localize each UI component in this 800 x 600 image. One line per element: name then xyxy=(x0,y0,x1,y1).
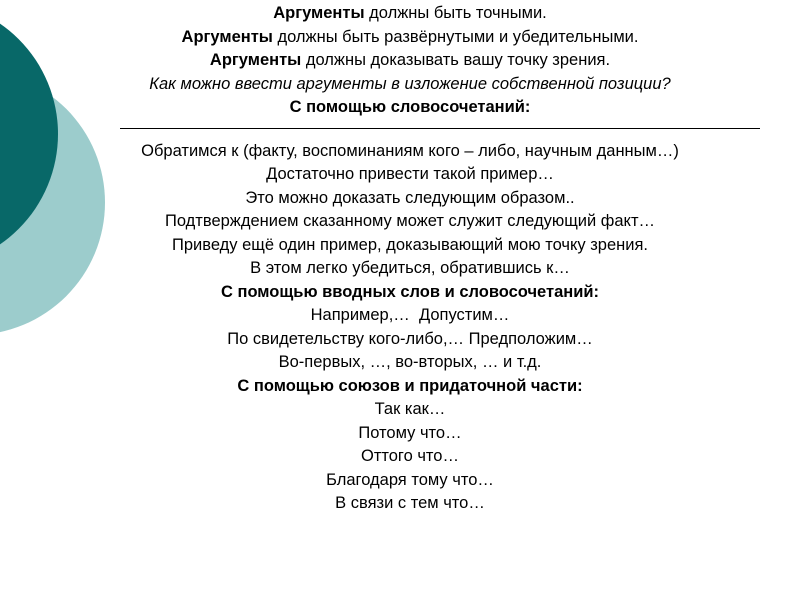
conjunction-item: Потому что… xyxy=(358,423,462,442)
collocation-item: Обратимся к (факту, воспоминаниям кого – либо, научным данным…) xyxy=(141,141,679,160)
requirement-line-1: Аргументы должны быть точными. xyxy=(273,4,547,22)
section-heading-introductory-words: С помощью вводных слов и словосочетаний: xyxy=(220,282,600,301)
conjunction-item: Оттого что… xyxy=(360,447,459,465)
section-heading-collocations: С помощью словосочетаний: xyxy=(289,98,531,116)
collocation-item: Это можно доказать следующим образом.. xyxy=(245,188,575,207)
conjunction-item: Так как… xyxy=(374,400,446,418)
conjunction-item: В связи с тем что… xyxy=(335,494,485,512)
question-line: Как можно ввести аргументы в изложение собственной позиции? xyxy=(149,74,671,93)
introductory-item: Во-первых, …, во-вторых, … и т.д. xyxy=(278,353,542,371)
conjunction-item: Благодаря тому что… xyxy=(326,470,494,489)
collocation-item: Подтверждением сказанному может служит следующий факт… xyxy=(165,212,655,230)
section-heading-conjunctions: С помощью союзов и придаточной части: xyxy=(237,376,583,395)
requirement-line-3: Аргументы должны доказывать вашу точку зрения. xyxy=(209,51,611,69)
collocation-item: Достаточно привести такой пример… xyxy=(266,165,554,183)
introductory-item: Например,… Допустим… xyxy=(310,306,510,324)
collocation-item: Приведу ещё один пример, доказывающий мою точку зрения. xyxy=(172,235,648,254)
collocation-item: В этом легко убедиться, обратившись к… xyxy=(250,259,570,277)
slide-content xyxy=(60,2,760,516)
introductory-item: По свидетельству кого-либо,… Предположим… xyxy=(227,329,593,348)
requirement-line-2: Аргументы должны быть развёрнутыми и убедительными. xyxy=(181,27,639,46)
